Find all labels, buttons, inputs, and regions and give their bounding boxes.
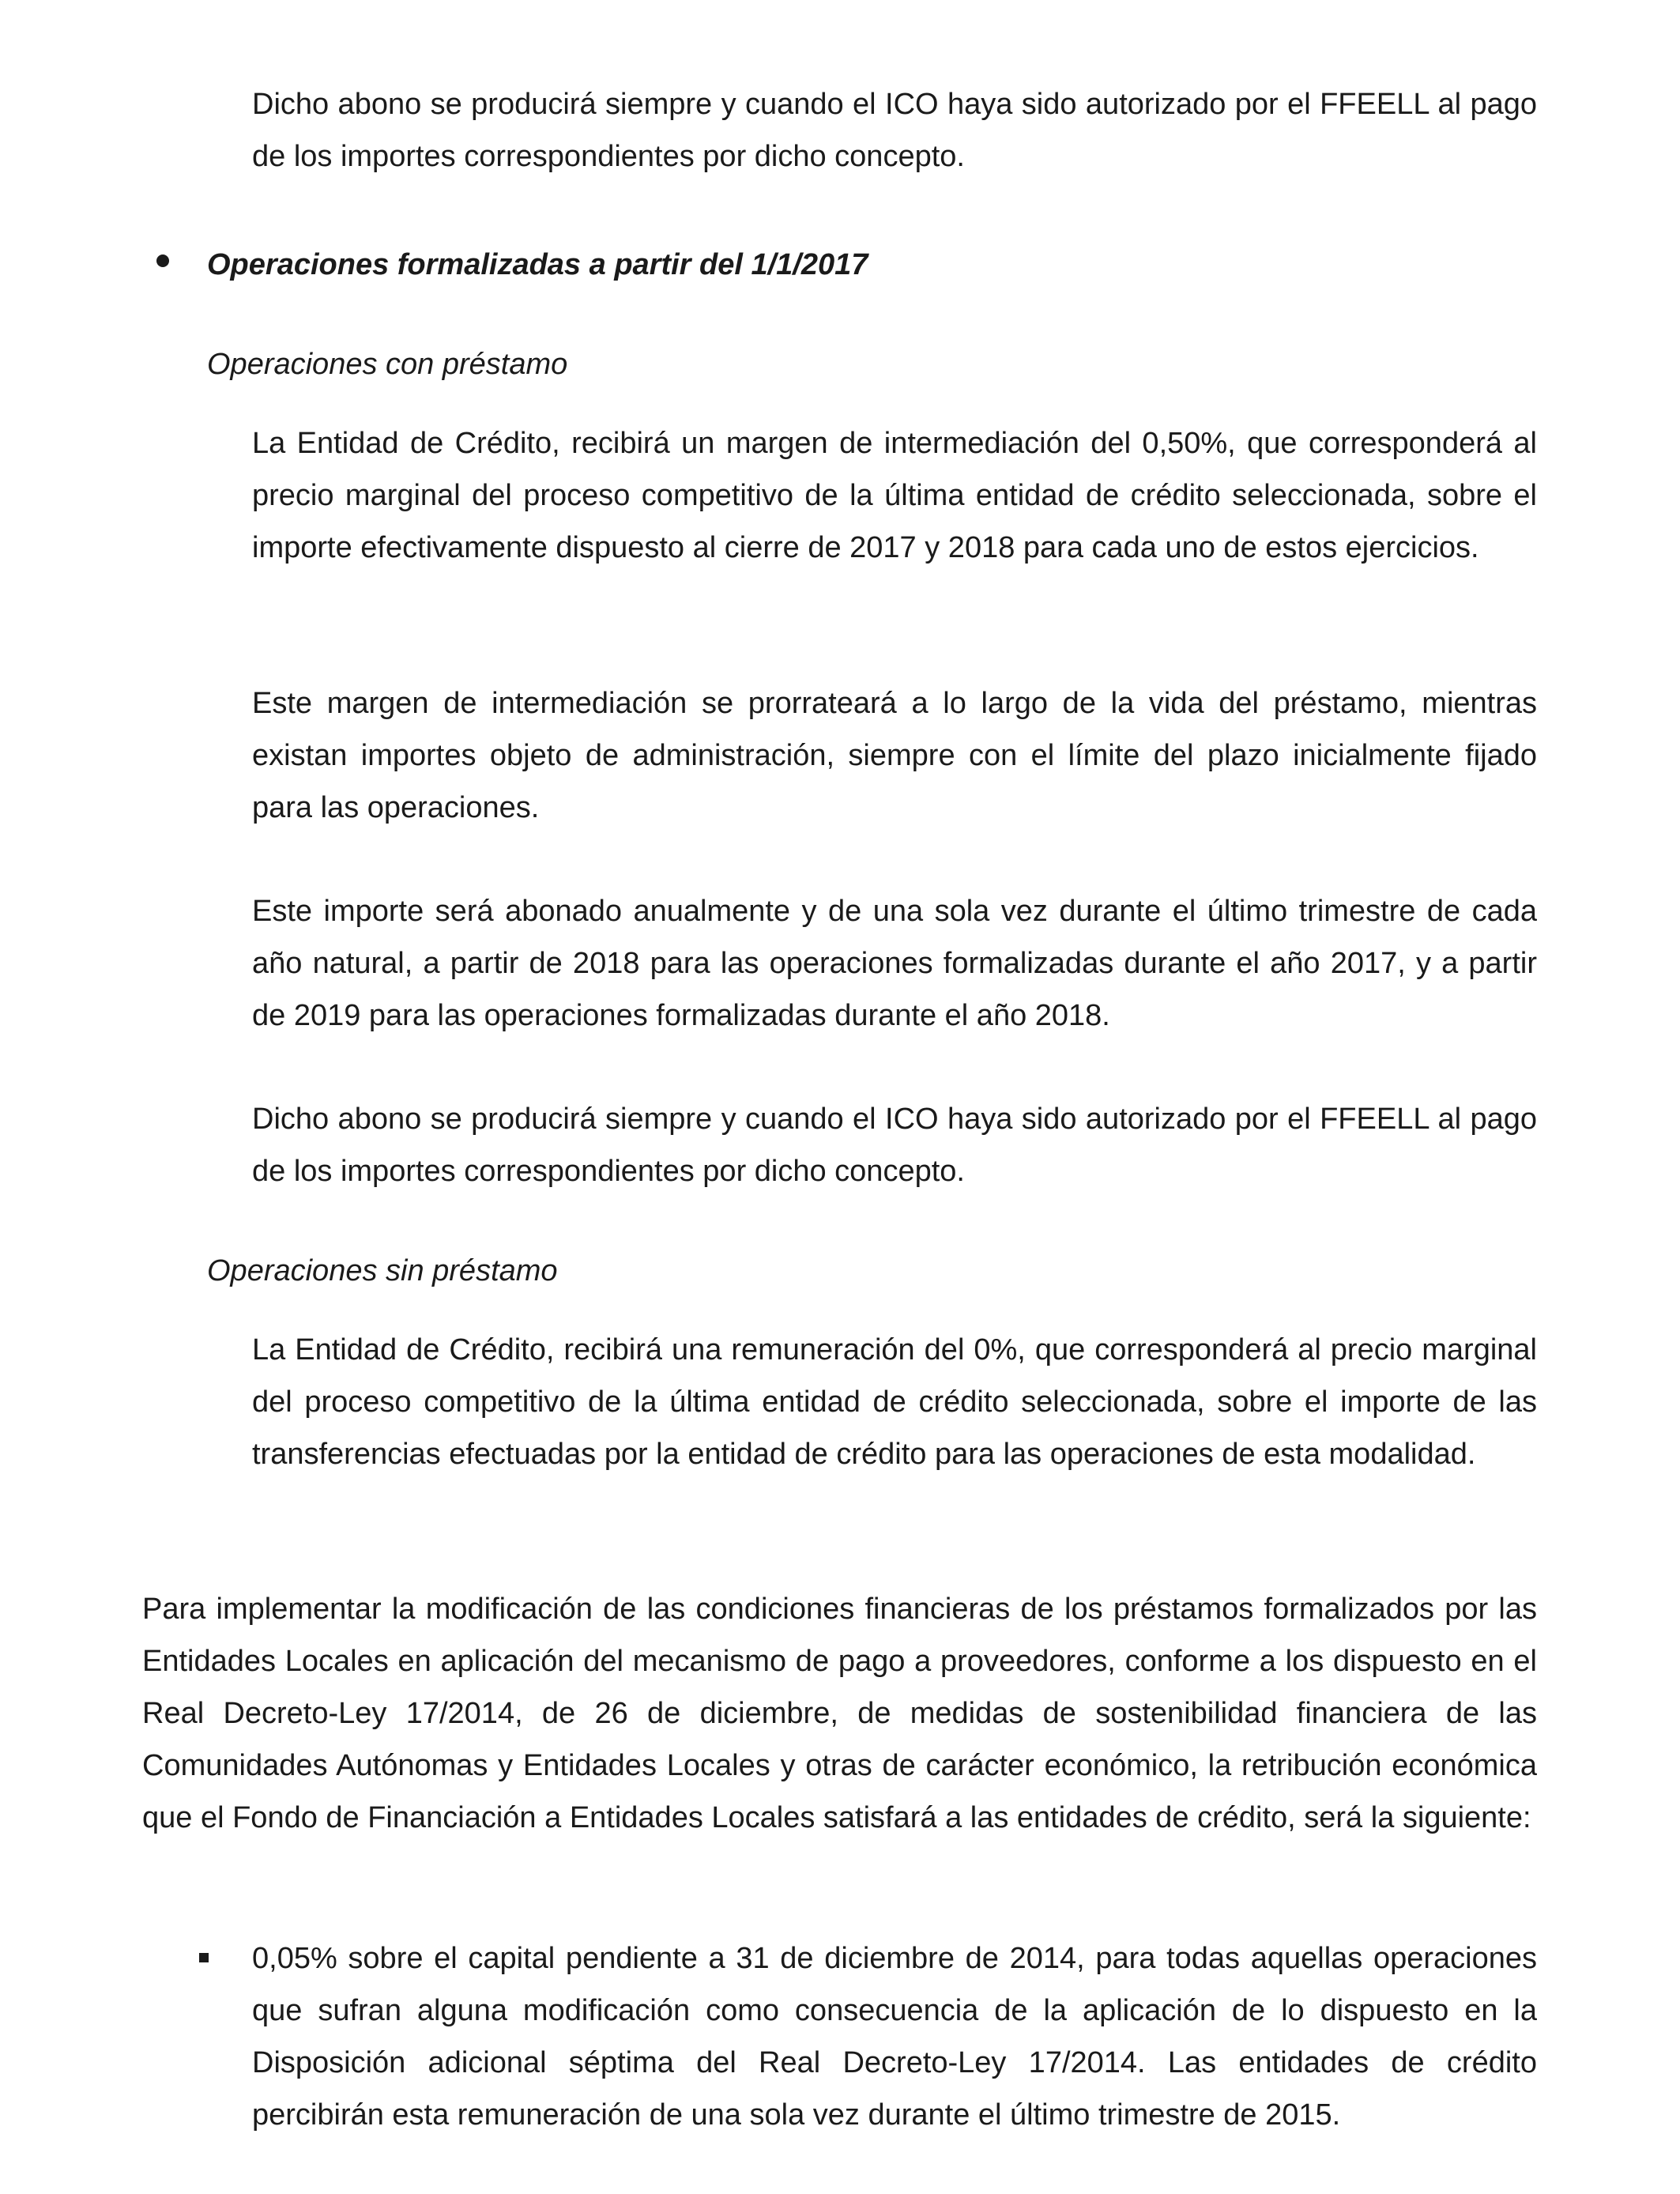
subheading-con-prestamo: Operaciones con préstamo <box>207 348 568 381</box>
paragraph-abono-autorizacion: Dicho abono se producirá siempre y cuando el ICO haya sido autorizado por el FFEELL al pago de los importes correspondientes por dicho concepto. <box>252 1103 1537 1188</box>
square-bullet-icon <box>199 1953 209 1962</box>
section-heading: Operaciones formalizadas a partir del 1/1/2017 <box>207 248 868 281</box>
paragraph-margen-intermediacion: La Entidad de Crédito, recibirá un margen de intermediación del 0,50%, que corresponderá al precio marginal del proceso competitivo de la última entidad de crédito seleccionada, sobre el importe efectivamente dispuesto al cierre de 2017 y 2018 para cada uno de estos ejercicios. <box>252 427 1537 564</box>
paragraph-abono-anual: Este importe será abonado anualmente y de una sola vez durante el último trimestre de cada año natural, a partir de 2018 para las operaciones formalizadas durante el año 2017, y a partir de 2019 para las operaciones formalizadas durante el año 2018. <box>252 895 1537 1032</box>
subheading-sin-prestamo: Operaciones sin préstamo <box>207 1254 558 1287</box>
paragraph-prorrateo: Este margen de intermediación se prorrateará a lo largo de la vida del préstamo, mientras existan importes objeto de administración, siempre con el límite del plazo inicialmente fijado para las operaciones. <box>252 687 1537 824</box>
paragraph-abono-intro: Dicho abono se producirá siempre y cuando el ICO haya sido autorizado por el FFEELL al pago de los importes correspondientes por dicho concepto. <box>252 88 1537 173</box>
paragraph-capital-pendiente: 0,05% sobre el capital pendiente a 31 de diciembre de 2014, para todas aquellas operaciones que sufran alguna modificación como consecuencia de la aplicación de lo dispuesto en la Disposición adicional séptima del Real Decreto-Ley 17/2014. Las entidades de crédito percibirán esta remuneración de una sola vez durante el último trimestre de 2015. <box>252 1942 1537 2132</box>
paragraph-modificacion-condiciones: Para implementar la modificación de las condiciones financieras de los préstamos formalizados por las Entidades Locales en aplicación del mecanismo de pago a proveedores, conforme a los dispuesto en el Real Decreto-Ley 17/2014, de 26 de diciembre, de medidas de sostenibilidad financiera de las Comunidades Autónomas y Entidades Locales y otras de carácter económico, la retribución económica que el Fondo de Financiación a Entidades Locales satisfará a las entidades de crédito, será la siguiente: <box>142 1593 1537 1834</box>
bullet-point-icon <box>156 254 169 267</box>
paragraph-remuneracion: La Entidad de Crédito, recibirá una remuneración del 0%, que corresponderá al precio marginal del proceso competitivo de la última entidad de crédito seleccionada, sobre el importe de las transferencias efectuadas por la entidad de crédito para las operaciones de esta modalidad. <box>252 1333 1537 1471</box>
